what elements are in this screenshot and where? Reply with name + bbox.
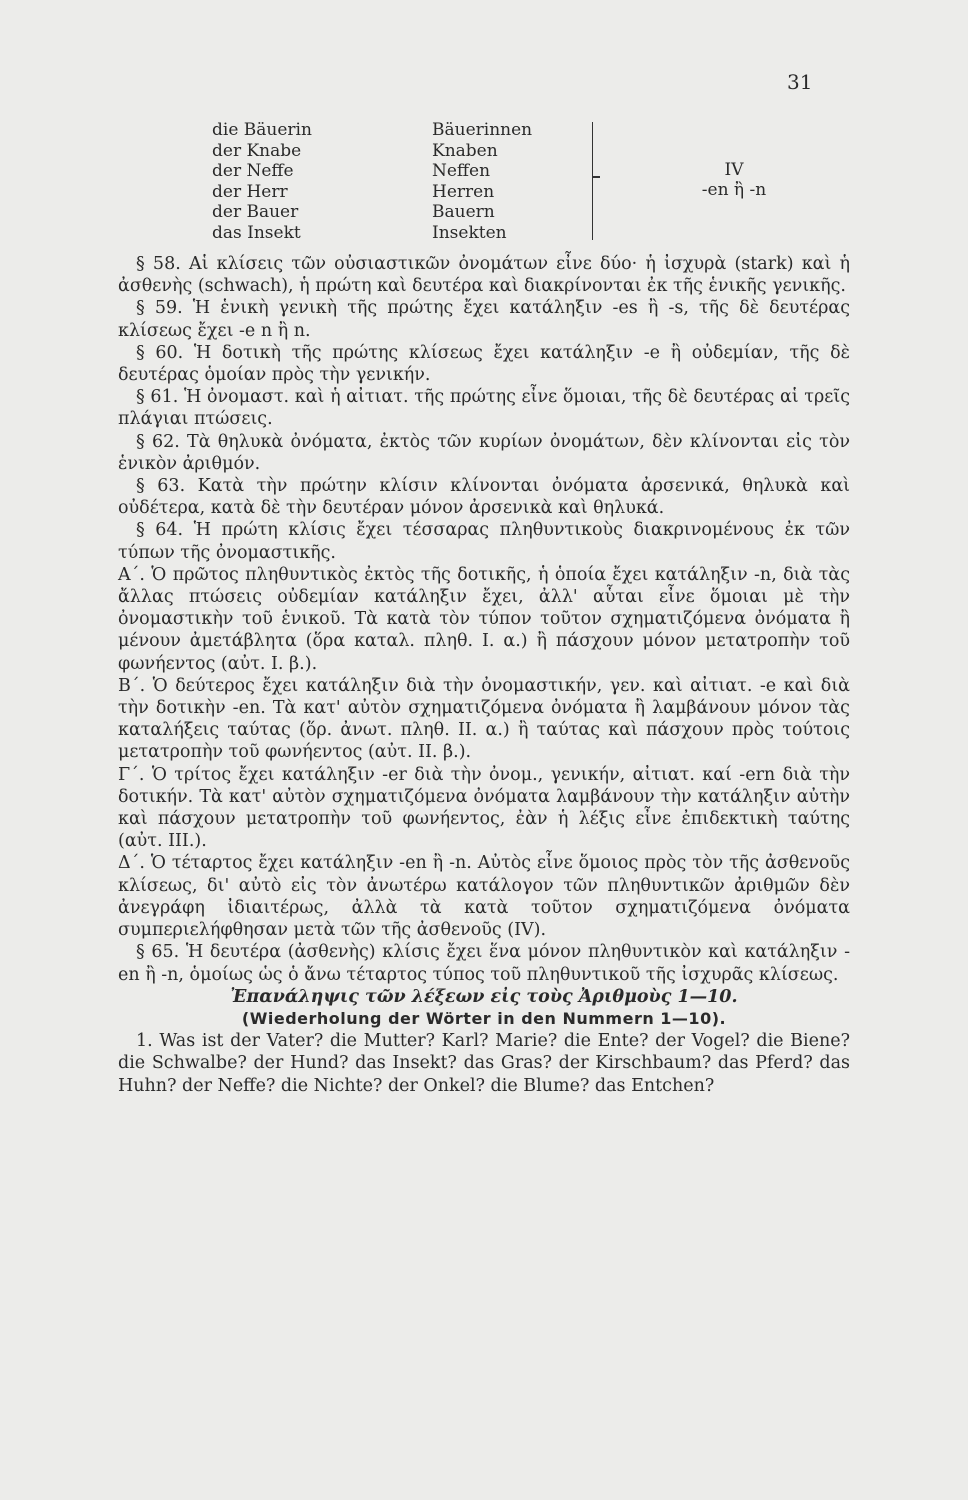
body-text (118, 253, 850, 1097)
paragraph-64: § 64. Ἡ πρώτη κλίσις ἔχει τέσσαρας πληθυντικοὺς διακρινομένους ἐκ τῶν τύπων τῆς ὀνομαστικῆς. (118, 520, 850, 563)
plural-item: Neffen (432, 161, 491, 181)
plural-item: Knaben (432, 140, 498, 161)
declension-table (212, 120, 772, 248)
grouping-brace-tip (592, 176, 600, 178)
singular-item: die Bäuerin (212, 120, 312, 140)
singular-item: der Knabe (212, 140, 302, 161)
singular-item: der Herr (212, 181, 288, 202)
singular-item: das Insekt (212, 222, 301, 243)
singular-item: der Bauer (212, 202, 299, 222)
plural-item: Herren (432, 181, 495, 202)
paragraph-65: § 65. Ἡ δευτέρα (ἀσθενὴς) κλίσις ἔχει ἕνα μόνον πληθυντικὸν καὶ κατάληξιν -en ἢ -n, ὁμοίως ὡς ὁ ἄνω τέταρτος τύπος τοῦ πληθυντικοῦ τῆς ἰσχυρᾶς κλίσεως. (118, 942, 850, 985)
singular-item: der Neffe (212, 161, 294, 181)
declension-class-label: IV (724, 160, 744, 180)
paragraph-64-a: Α΄. Ὁ πρῶτος πληθυντικὸς ἐκτὸς τῆς δοτικῆς, ἡ ὁποία ἔχει κατάληξιν -n, διὰ τὰς ἄλλας πτώσεις οὐδεμίαν κατάληξιν ἔχει, ἀλλ' αὗται εἶνε ὅμοιαι μὲ τὴν ὀνομαστικὴν τοῦ ἑνικοῦ. Τὰ κατὰ τὸν τύπον τοῦτον σχηματιζόμενα ὀνόματα ἢ μένουν ἀμετάβλητα (ὅρα καταλ. πληθ. I. α.) ἢ πάσχουν μόνον μετατροπὴν τοῦ φωνήεντος (αὐτ. I. β.). (118, 564, 850, 674)
grouping-brace (584, 122, 593, 240)
paragraph-63: § 63. Κατὰ τὴν πρώτην κλίσιν κλίνονται ὀνόματα ἀρσενικά, θηλυκὰ καὶ οὐδέτερα, κατὰ δὲ τὴν δευτέραν μόνον ἀρσενικὰ καὶ θηλυκά. (118, 476, 850, 519)
section-heading-german: (Wiederholung der Wörter in den Nummern 1—10). (241, 1008, 727, 1028)
plural-column (432, 120, 532, 243)
paragraph-60: § 60. Ἡ δοτικὴ τῆς πρώτης κλίσεως ἔχει κατάληξιν -e ἢ οὐδεμίαν, τῆς δὲ δευτέρας ὁμοίαν πρὸς τὴν γενικήν. (118, 342, 850, 386)
paragraph-62: § 62. Τὰ θηλυκὰ ὀνόματα, ἐκτὸς τῶν κυρίων ὀνομάτων, δὲν κλίνονται εἰς τὸν ἑνικὸν ἀριθμόν. (118, 431, 850, 474)
paragraph-64-d: Δ΄. Ὁ τέταρτος ἔχει κατάληξιν -en ἢ -n. Αὐτὸς εἶνε ὅμοιος πρὸς τὸν τῆς ἀσθενοῦς κλίσεως, δι' αὐτὸ εἰς τὸν ἀνωτέρω κατάλογον τῶν πληθυντικῶν ἀριθμῶν δὲν ἀνεγράφη ἰδιαιτέρως, ἀλλὰ τὰ κατὰ τοῦτον σχηματιζόμενα ὀνόματα συμπεριελήφθησαν μετὰ τῶν τῆς ἀσθενοῦς (IV). (118, 853, 850, 941)
paragraph-58: § 58. Αἱ κλίσεις τῶν οὐσιαστικῶν ὀνομάτων εἶνε δύο· ἡ ἰσχυρὰ (stark) καὶ ἡ ἀσθενὴς (schwach), ἡ πρώτη καὶ δευτέρα καὶ διακρίνονται ἐκ τῆς ἑνικῆς γενικῆς. (118, 254, 850, 297)
declension-class (674, 160, 794, 200)
paragraph-64-c: Γ΄. Ὁ τρίτος ἔχει κατάληξιν -er διὰ τὴν ὀνομ., γενικήν, αἰτιατ. καί -ern διὰ τὴν δοτικήν. Τὰ κατ' αὐτὸν σχηματιζόμενα ὀνόματα λαμβάνουν τὴν κατάληξιν αὐτὴν καὶ πάσχουν μετατροπὴν τοῦ φωνήεντος, ἐὰν ἡ λέξις εἶνε ἐπιδεκτικὴ ταύτης (αὐτ. III.). (118, 764, 850, 852)
plural-item: Insekten (432, 222, 507, 243)
plural-item: Bäuerinnen (432, 120, 533, 140)
page-number: 31 (787, 70, 813, 94)
paragraph-64-b: Β΄. Ὁ δεύτερος ἔχει κατάληξιν διὰ τὴν ὀνομαστικήν, γεν. καὶ αἰτιατ. -e καὶ διὰ τὴν δοτικὴν -en. Τὰ κατ' αὐτὸν σχηματιζόμενα ὀνόματα ἢ λαμβάνουν μόνον τὰς καταλήξεις ταύτας (ὅρ. ἀνωτ. πληθ. II. α.) ἢ ταύτας καὶ πάσχουν πρὸς τούτοις μετατροπὴν τοῦ φωνήεντος (αὐτ. II. β.). (118, 675, 850, 763)
paragraph-59: § 59. Ἡ ἑνικὴ γενικὴ τῆς πρώτης ἔχει κατάληξιν -es ἢ -s, τῆς δὲ δευτέρας κλίσεως ἔχει -e n ἢ n. (118, 298, 850, 341)
paragraph-61: § 61. Ἡ ὀνομαστ. καὶ ἡ αἰτιατ. τῆς πρώτης εἶνε ὅμοιαι, τῆς δὲ δευτέρας αἱ τρεῖς πλάγιαι πτώσεις. (118, 387, 850, 430)
section-heading-greek: Ἐπανάληψις τῶν λέξεων εἰς τοὺς Ἀριθμοὺς 1—10. (230, 986, 738, 1007)
singular-column (212, 120, 312, 243)
exercise-1: 1. Was ist der Vater? die Mutter? Karl? Marie? die Ente? der Vogel? die Biene? die Schwalbe? der Hund? das Insekt? das Gras? der Kirschbaum? das Pferd? das Huhn? der Neffe? die Nichte? der Onkel? die Blume? das Entchen? (118, 1031, 850, 1096)
declension-ending-label: -en ἢ -n (701, 180, 767, 200)
plural-item: Bauern (432, 202, 495, 222)
